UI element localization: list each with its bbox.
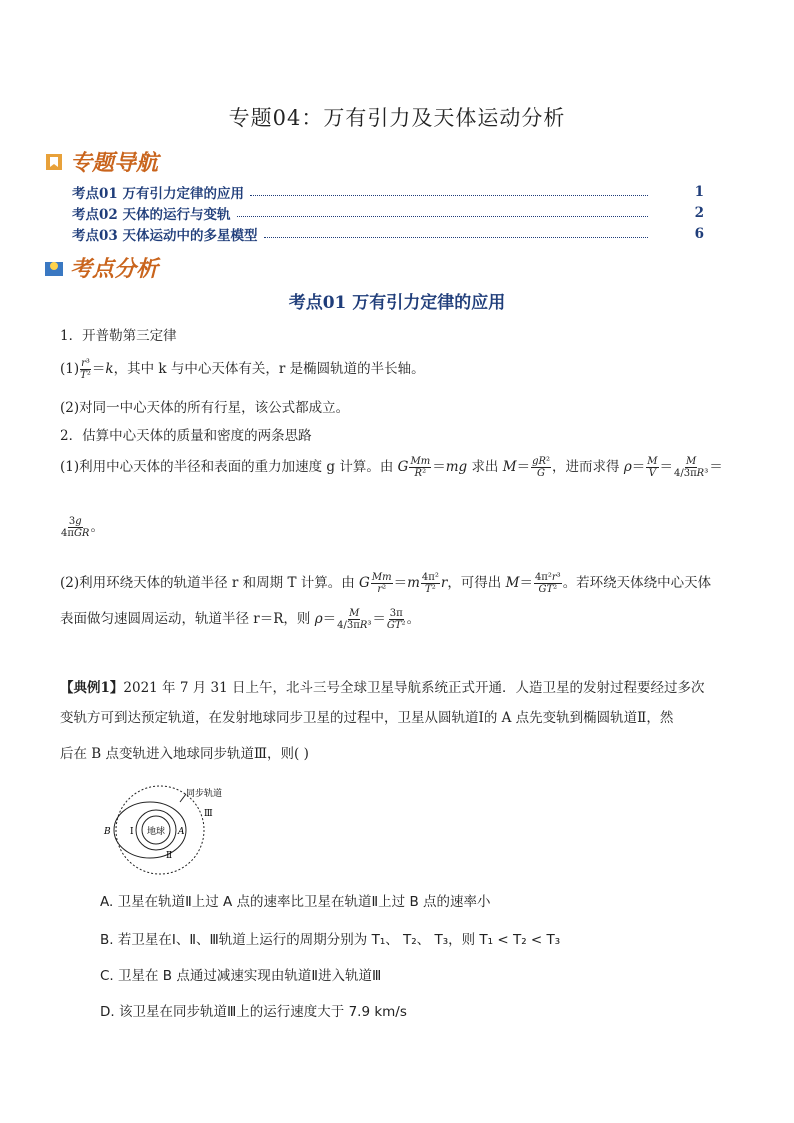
example-label: 【典例1】 xyxy=(60,680,124,696)
analysis-banner xyxy=(44,252,158,283)
example-line-1 xyxy=(60,678,740,698)
method-1-end: ，进而求得 xyxy=(552,459,620,475)
bookmark-icon xyxy=(44,152,64,172)
method-2: (2)利用环绕天体的轨道半径 r 和周期 T 计算。由 G $\frac{Mm}{\text{r²}}$ ＝m $\frac{\text{4π²}}{\text{T²}}$ r，可得出 M＝ $\frac{\text{4π²r³}}{\text{GT²}}$ 。若环绕天体绕中心天体 xyxy=(60,572,712,595)
toc-label: 考点01 万有引力定律的应用 xyxy=(72,186,244,202)
toc-page: 1 xyxy=(694,184,704,200)
orbit-diagram xyxy=(100,776,230,882)
label-III: Ⅲ xyxy=(204,809,213,819)
toc-leader xyxy=(237,216,649,217)
method-2-line2: 表面做匀速圆周运动，轨道半径 r＝R，则 ρ＝ $\frac{M}{\text{4/3πR³}}$ ＝ $\frac{3\pi}{\text{GT²}}$ 。 xyxy=(60,608,421,631)
toc-label: 考点03 天体运动中的多星模型 xyxy=(72,228,258,244)
toc-item-2[interactable] xyxy=(72,203,704,223)
method-2-mid: ，可得出 xyxy=(447,575,502,591)
method-1-text: (1)利用中心天体的半径和表面的重力加速度 g 计算。由 xyxy=(60,459,394,475)
option-B[interactable]: B. 若卫星在Ⅰ、Ⅱ、Ⅲ轨道上运行的周期分别为 T₁、 T₂、 T₃，则 T₁ < T₂ < T₃ xyxy=(100,932,561,948)
toc-page: 6 xyxy=(694,226,704,242)
option-D[interactable]: D. 该卫星在同步轨道Ⅲ上的运行速度大于 7.9 km/s xyxy=(100,1004,407,1020)
example-line-3: 后在 B 点变轨进入地球同步轨道Ⅲ，则( ) xyxy=(60,746,309,762)
method-1-mid: 求出 xyxy=(471,459,499,475)
nav-banner xyxy=(44,146,158,177)
kepler-formula: (1) $\frac{\text{r³}}{\text{T²}}$ ＝k，其中 k 与中心天体有关，r 是椭圆轨道的半长轴。 xyxy=(60,358,425,381)
method-1: (1)利用中心天体的半径和表面的重力加速度 g 计算。由 G $\frac{Mm}{\text{R²}}$ ＝mg 求出 M＝ $\frac{\text{gR²}}{G}$ ，进而求得 ρ＝ $\frac{M}{V}$ ＝ $\frac{M}{\text{4/3πR³}}$ ＝ xyxy=(60,456,723,479)
method-2-line2-text: 表面做匀速圆周运动，轨道半径 r＝R，则 xyxy=(60,611,311,627)
label-II: Ⅱ xyxy=(166,851,173,861)
option-C[interactable]: C. 卫星在 B 点通过减速实现由轨道Ⅱ进入轨道Ⅲ xyxy=(100,968,382,984)
toc-item-3[interactable] xyxy=(72,224,704,244)
example-line-2: 变轨方可到达预定轨道，在发射地球同步卫星的过程中，卫星从圆轨道Ⅰ的 A 点先变轨到椭圆轨道Ⅱ，然 xyxy=(60,710,674,726)
book-bulb-icon xyxy=(44,258,64,278)
toc-leader xyxy=(264,237,649,238)
kepler-note: (2)对同一中心天体的所有行星，该公式都成立。 xyxy=(60,400,350,416)
label-A: A xyxy=(178,827,185,837)
earth-label: 地球 xyxy=(147,827,166,837)
toc-item-1[interactable] xyxy=(72,182,704,202)
section-title: 考点01 万有引力定律的应用 xyxy=(288,293,506,313)
toc-leader xyxy=(250,195,648,196)
page-title: 专题04：万有引力及天体运动分析 xyxy=(228,106,566,130)
example-text-1: 2021 年 7 月 31 日上午，北斗三号全球卫星导航系统正式开通．人造卫星的发射过程要经过多次 xyxy=(123,680,705,696)
method-2-text: (2)利用环绕天体的轨道半径 r 和周期 T 计算。由 xyxy=(60,575,355,591)
sync-label: 同步轨道 xyxy=(186,789,223,799)
estimate-heading: 2．估算中心天体的质量和密度的两条思路 xyxy=(60,428,312,444)
option-A[interactable]: A. 卫星在轨道Ⅱ上过 A 点的速率比卫星在轨道Ⅱ上过 B 点的速率小 xyxy=(100,894,491,910)
toc-page: 2 xyxy=(694,205,704,221)
kepler-formula-text: ，其中 k 与中心天体有关，r 是椭圆轨道的半长轴。 xyxy=(113,361,425,377)
label-B: B xyxy=(104,827,111,837)
analysis-banner-text: 考点分析 xyxy=(70,256,159,282)
nav-banner-text: 专题导航 xyxy=(70,150,159,176)
label-I: Ⅰ xyxy=(130,827,134,837)
toc-label: 考点02 天体的运行与变轨 xyxy=(72,207,231,223)
method-2-end: 。若环绕天体绕中心天体 xyxy=(562,575,712,591)
method-1-result: $\frac{3g}{\text{4πGR}}$ 。 xyxy=(61,516,104,539)
kepler-heading: 1．开普勒第三定律 xyxy=(60,328,177,344)
